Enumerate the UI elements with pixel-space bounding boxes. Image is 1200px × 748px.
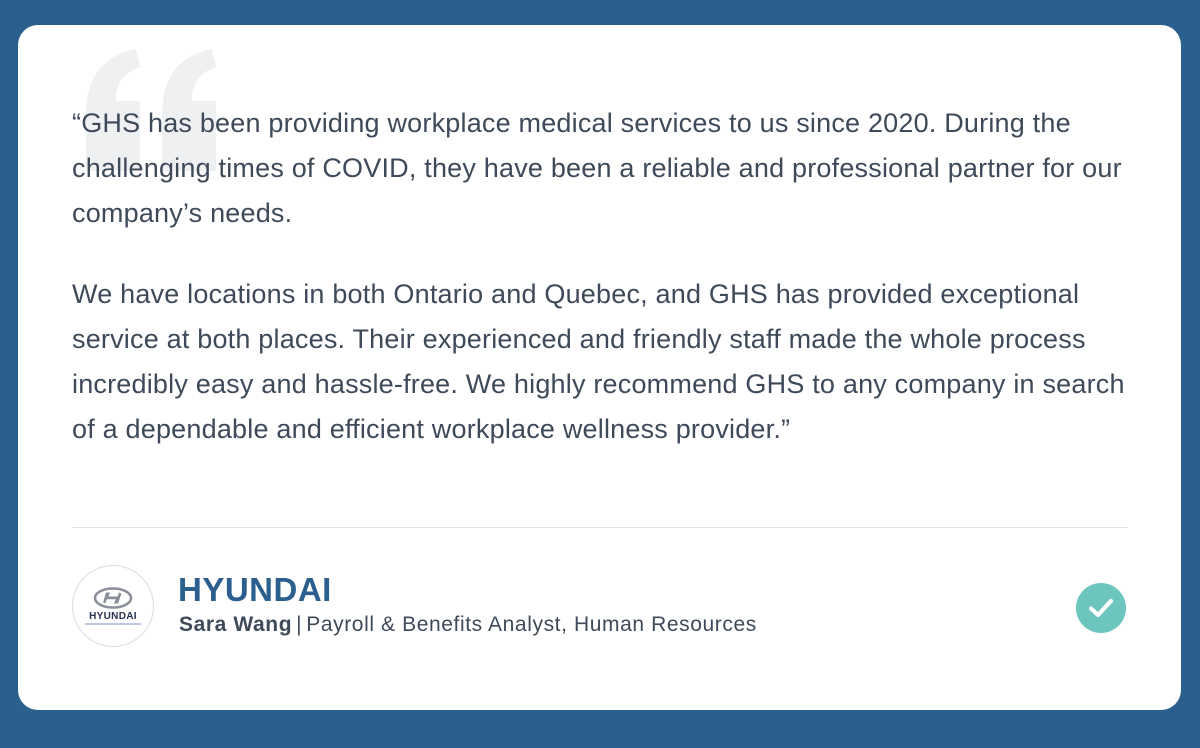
testimonial-quote — [72, 101, 1142, 488]
quote-paragraph-1: “GHS has been providing workplace medical services to us since 2020. During the challenging times of COVID, they have been a reliable and professional partner for our company’s needs. — [72, 108, 1122, 228]
author-title: Payroll & Benefits Analyst, Human Resources — [306, 613, 757, 636]
verified-badge — [1076, 583, 1126, 633]
quote-paragraph-2: We have locations in both Ontario and Quebec, and GHS has provided exceptional service at both places. Their experienced and friendly staff made the whole process incredibly easy and hassle-free. We highly recommend GHS to any company in search of a dependable and efficient workplace wellness provider.” — [72, 279, 1125, 444]
company-logo — [72, 565, 154, 647]
check-icon — [1088, 597, 1114, 619]
divider — [72, 527, 1128, 528]
author-separator: | — [296, 613, 303, 636]
author-name: Sara Wang — [179, 613, 293, 636]
hyundai-emblem-icon — [93, 587, 133, 609]
logo-wordmark: HYUNDAI — [89, 611, 137, 622]
company-name: HYUNDAI — [178, 571, 332, 608]
testimonial-card — [18, 25, 1181, 710]
logo-underline — [85, 623, 141, 625]
author-line — [179, 613, 757, 637]
